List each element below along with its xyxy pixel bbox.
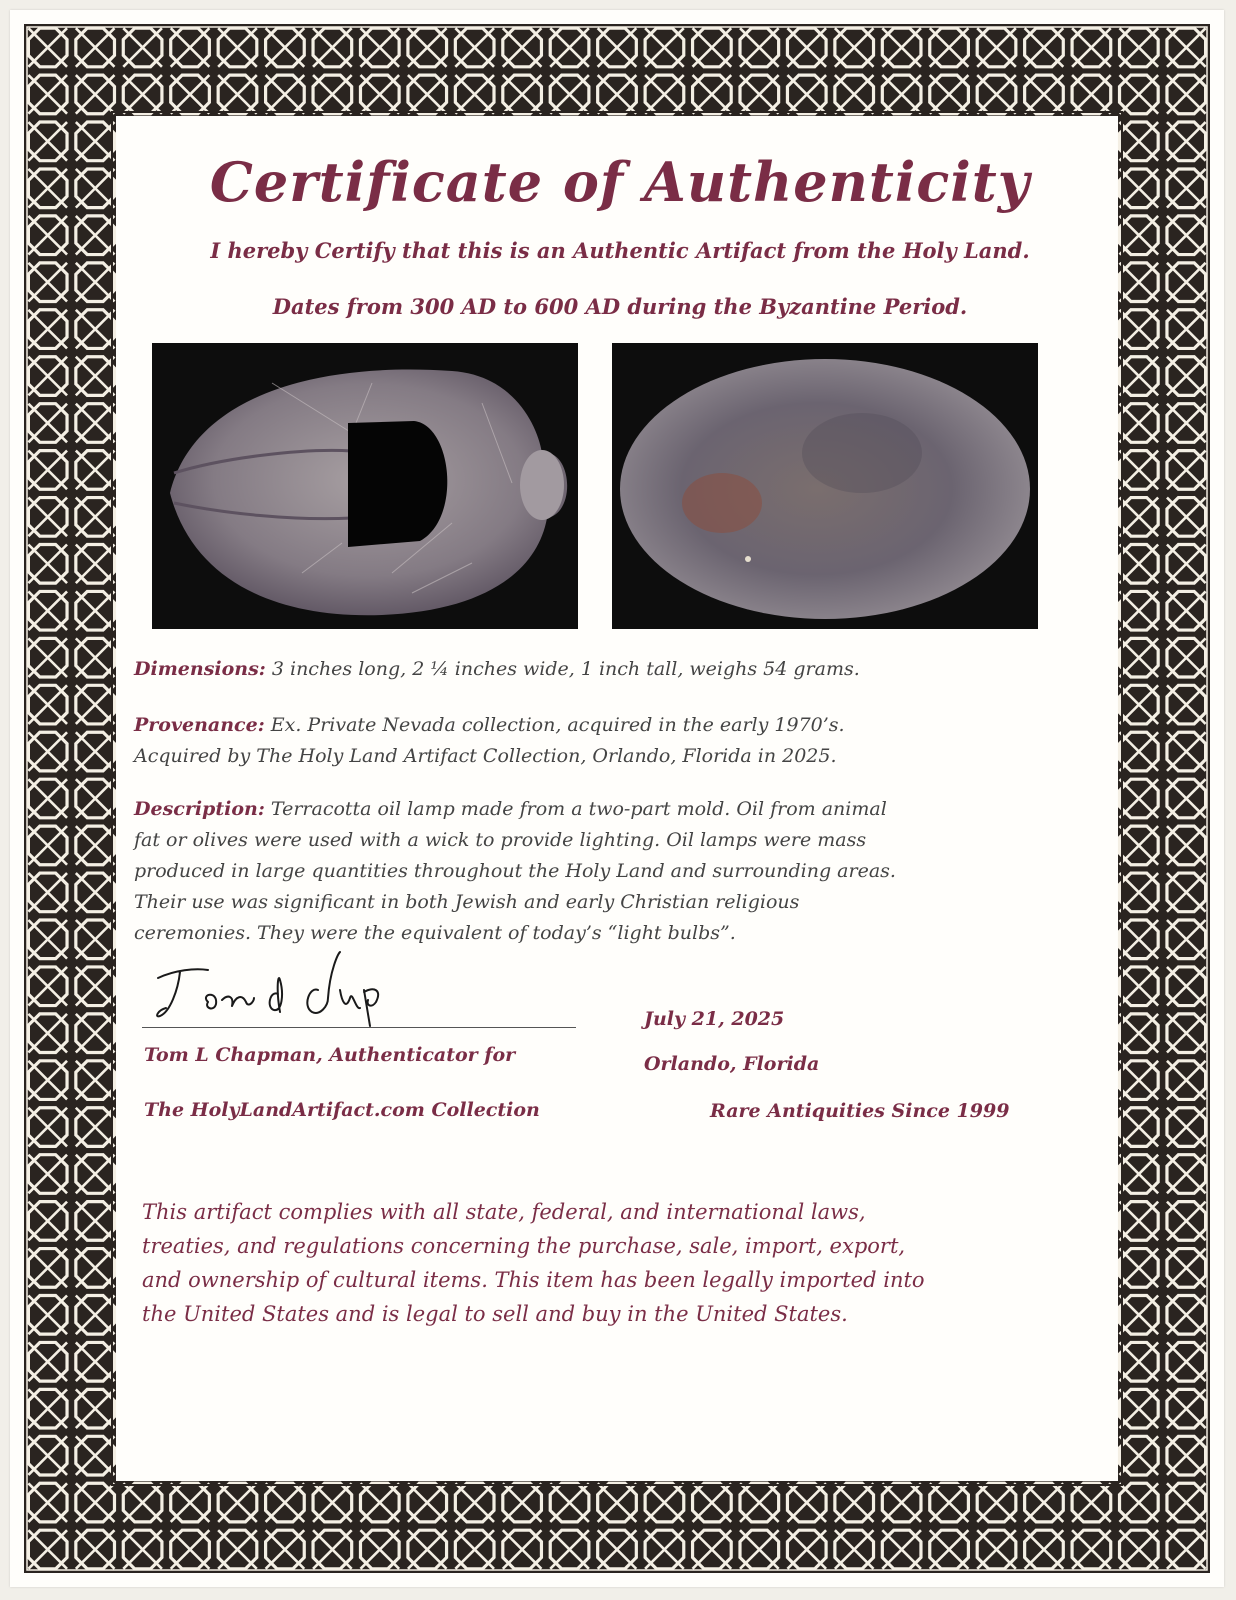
dimensions-paragraph — [134, 654, 1094, 685]
legal-line-3: and ownership of cultural items. This item has been legally imported into — [142, 1268, 925, 1292]
provenance-text-line-2: Acquired by The Holy Land Artifact Collection, Orlando, Florida in 2025. — [134, 745, 837, 767]
provenance-paragraph — [134, 710, 1094, 772]
provenance-label: Provenance: — [134, 714, 265, 736]
certificate-content — [130, 120, 1110, 1480]
legal-line-4: the United States and is legal to sell and buy in the United States. — [142, 1302, 848, 1326]
description-line-5: ceremonies. They were the equivalent of today’s “light bulbs”. — [134, 922, 736, 944]
description-line-4: Their use was significant in both Jewish and early Christian religious — [134, 891, 800, 913]
description-paragraph — [134, 794, 1094, 949]
lamp-top-photo — [152, 343, 578, 629]
certificate-title: Certificate of Authenticity — [209, 150, 1031, 214]
dimensions-text: 3 inches long, 2 ¼ inches wide, 1 inch tall, weighs 54 grams. — [271, 658, 860, 680]
certificate-location: Orlando, Florida — [644, 1053, 820, 1075]
description-label: Description: — [134, 798, 265, 820]
company-tagline: Rare Antiquities Since 1999 — [710, 1100, 1010, 1122]
dimensions-label: Dimensions: — [134, 658, 266, 680]
certificate-page — [10, 10, 1224, 1587]
provenance-text-line-1: Ex. Private Nevada collection, acquired in the early 1970’s. — [270, 714, 845, 736]
legal-line-2: treaties, and regulations concerning the purchase, sale, import, export, — [142, 1234, 906, 1258]
description-line-3: produced in large quantities throughout the Holy Land and surrounding areas. — [134, 860, 896, 882]
signature-line — [142, 1027, 576, 1028]
legal-compliance-text — [142, 1195, 1102, 1331]
dating-statement: Dates from 300 AD to 600 AD during the Byzantine Period. — [272, 294, 968, 319]
signer-collection: The HolyLandArtifact.com Collection — [144, 1099, 540, 1121]
certification-statement: I hereby Certify that this is an Authentic Artifact from the Holy Land. — [210, 238, 1030, 263]
signer-name: Tom L Chapman, Authenticator for — [144, 1044, 516, 1066]
lamp-bottom-photo — [612, 343, 1038, 629]
legal-line-1: This artifact complies with all state, federal, and international laws, — [142, 1200, 866, 1224]
certificate-date: July 21, 2025 — [644, 1008, 785, 1030]
handwritten-signature — [150, 950, 450, 1030]
description-line-2: fat or olives were used with a wick to provide lighting. Oil lamps were mass — [134, 829, 867, 851]
description-line-1: Terracotta oil lamp made from a two-part mold. Oil from animal — [270, 798, 887, 820]
